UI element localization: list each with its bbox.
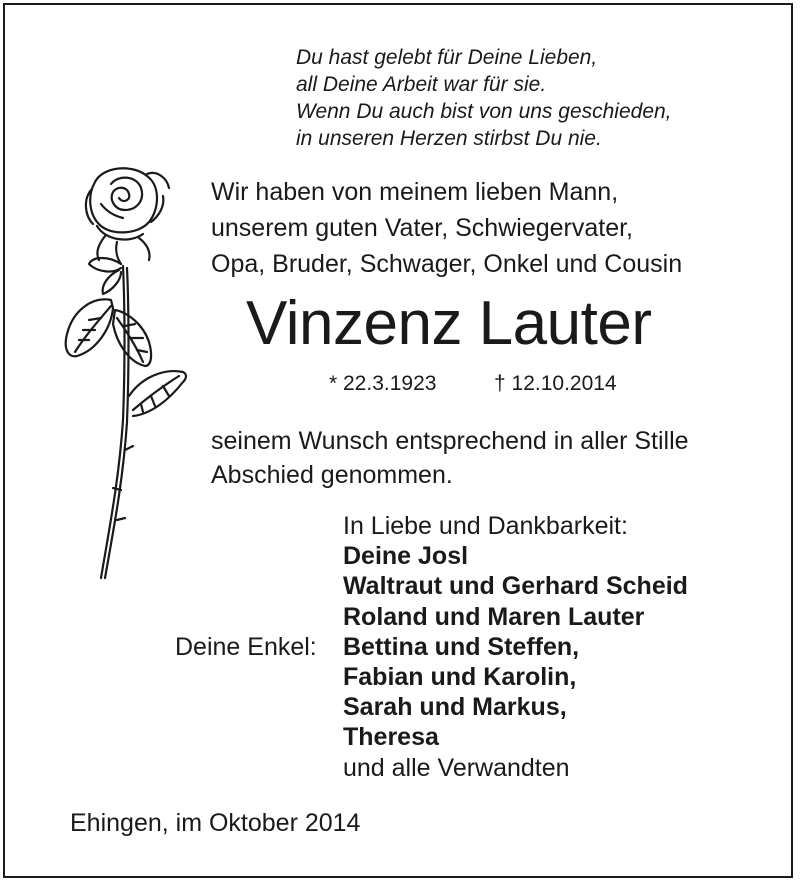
wish-text (211, 424, 689, 492)
poem-line: in unseren Herzen stirbst Du nie. (296, 127, 602, 150)
signers-list (343, 511, 688, 783)
signer: Roland und Maren Lauter (343, 602, 645, 631)
poem-line: Du hast gelebt für Deine Lieben, (296, 46, 598, 69)
grandchild: Bettina und Steffen, (343, 632, 580, 661)
wish-line: seinem Wunsch entsprechend in aller Stille (211, 427, 689, 455)
signer: Waltraut und Gerhard Scheid (343, 572, 688, 601)
birth-date: * 22.3.1923 (329, 372, 437, 395)
signers-closing: und alle Verwandten (343, 753, 570, 782)
death-date: † 12.10.2014 (494, 372, 617, 395)
grandchild: Fabian und Karolin, (343, 663, 577, 692)
poem (296, 44, 672, 152)
intro-line: unserem guten Vater, Schwiegervater, (211, 214, 633, 242)
poem-line: Wenn Du auch bist von uns geschieden, (296, 100, 672, 123)
intro-line: Opa, Bruder, Schwager, Onkel und Cousin (211, 250, 683, 278)
place-date: Ehingen, im Oktober 2014 (70, 809, 361, 837)
grandchild: Theresa (343, 723, 439, 752)
grandchild: Sarah und Markus, (343, 693, 567, 722)
rose-icon (55, 160, 205, 590)
grandchildren-label: Deine Enkel: (175, 633, 317, 661)
intro-text (211, 174, 682, 282)
signer: Deine Josl (343, 542, 469, 571)
poem-line: all Deine Arbeit war für sie. (296, 73, 547, 96)
wish-line: Abschied genommen. (211, 461, 453, 489)
deceased-name: Vinzenz Lauter (246, 289, 652, 358)
signers-heading: In Liebe und Dankbarkeit: (343, 512, 628, 540)
intro-line: Wir haben von meinem lieben Mann, (211, 178, 619, 206)
